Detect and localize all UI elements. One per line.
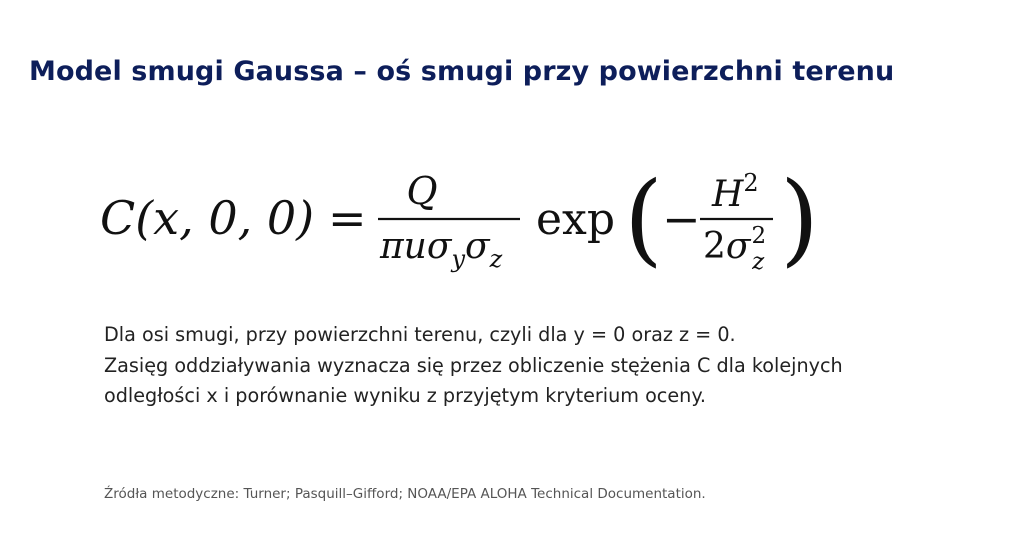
inner-denominator-sigma: σ	[725, 226, 751, 267]
denominator-pi: π	[380, 226, 404, 267]
inner-numerator	[711, 169, 759, 215]
subscript-y: y	[451, 245, 465, 273]
description-line: odległości x i porównanie wyniku z przyjętym kryterium oceny.	[104, 384, 707, 407]
subscript-z: z	[489, 245, 503, 273]
inner-denominator-sub: z	[752, 249, 765, 275]
inner-denominator-sup: 2	[751, 223, 767, 249]
gaussian-plume-formula	[100, 158, 820, 278]
slide-title: Model smugi Gaussa – oś smugi przy powierzchni terenu	[29, 56, 895, 87]
formula-minus: −	[662, 192, 701, 246]
fraction-denominator	[379, 226, 503, 273]
description-text	[104, 320, 843, 412]
denominator-u: u	[403, 226, 427, 267]
paren-close: )	[780, 160, 820, 277]
denominator-sigma-z: σ	[465, 226, 490, 267]
inner-denominator-2: 2	[703, 226, 726, 267]
formula-equals: =	[328, 191, 367, 245]
sources-footnote: Źródła metodyczne: Turner; Pasquill–Gifford; NOAA/EPA ALOHA Technical Documentation.	[104, 486, 706, 502]
description-line: Dla osi smugi, przy powierzchni terenu, czyli dla y = 0 oraz z = 0.	[104, 323, 736, 346]
inner-numerator-sup: 2	[743, 169, 759, 197]
paren-open: (	[624, 160, 664, 277]
inner-numerator-H: H	[712, 174, 744, 215]
description-line: Zasięg oddziaływania wyznacza się przez obliczenie stężenia C dla kolejnych	[104, 353, 843, 377]
formula-lhs: C(x, 0, 0)	[100, 191, 315, 245]
inner-denominator	[703, 223, 766, 275]
formula-exp: exp	[536, 194, 616, 245]
denominator-sigma-y: σ	[426, 226, 452, 267]
fraction-numerator: Q	[406, 169, 438, 213]
